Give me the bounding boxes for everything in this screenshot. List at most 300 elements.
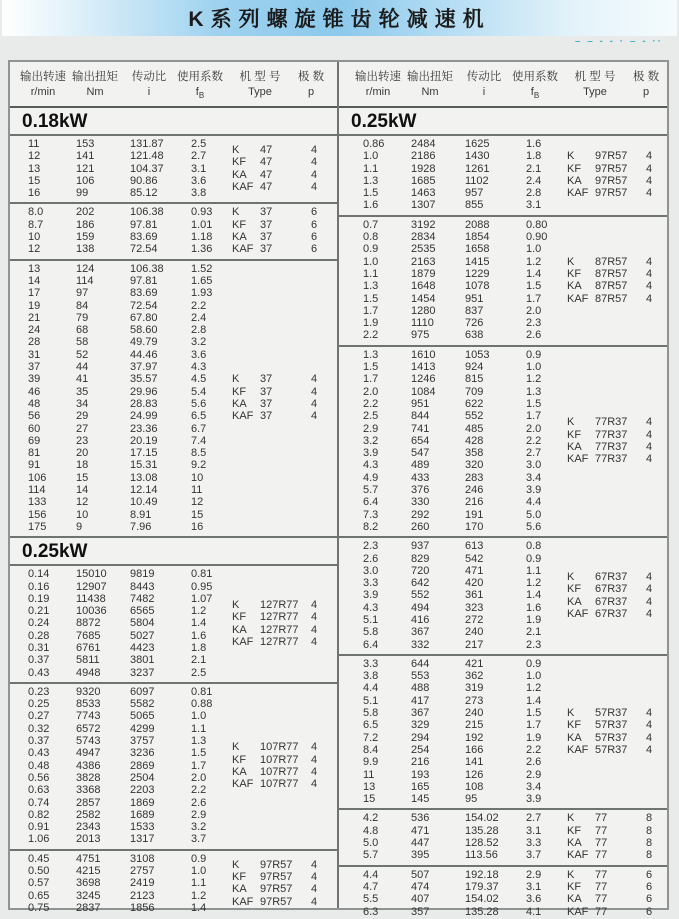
type-model-cell: 47	[260, 144, 273, 157]
type-line	[10, 410, 337, 422]
type-line	[339, 893, 667, 905]
output-speed-cell: 3.3	[363, 577, 379, 590]
poles-cell: 4	[646, 162, 653, 175]
spec-block-unit	[339, 654, 667, 809]
output-speed-cell: 5.0	[363, 837, 379, 850]
output-speed-cell: 133	[28, 496, 47, 509]
output-torque-cell: 937	[411, 540, 430, 553]
output-speed-cell: 1.1	[363, 162, 379, 175]
ratio-cell: 141	[465, 756, 484, 769]
output-speed-cell: 16	[28, 187, 41, 200]
output-torque-cell: 4947	[76, 747, 101, 760]
type-line	[339, 707, 667, 719]
service-factor-cell: 2.2	[191, 784, 207, 797]
ratio-cell: 10.49	[130, 496, 158, 509]
output-speed-cell: 1.9	[363, 317, 379, 330]
poles-cell: 4	[311, 410, 318, 423]
type-line	[10, 398, 337, 410]
output-speed-cell: 1.0	[363, 150, 379, 163]
type-line	[339, 596, 667, 608]
output-speed-cell: 3.3	[363, 657, 379, 670]
ratio-cell: 106.38	[130, 206, 164, 219]
service-factor-cell: 1.3	[191, 735, 207, 748]
ratio-cell: 67.80	[130, 311, 158, 324]
table-row	[10, 509, 337, 521]
ratio-cell: 1658	[465, 243, 490, 256]
ratio-cell: 95	[465, 793, 478, 806]
spec-block	[10, 204, 337, 258]
service-factor-cell: 1.4	[191, 617, 207, 630]
ratio-cell: 215	[465, 719, 484, 732]
output-torque-cell: 395	[411, 849, 430, 862]
poles-cell: 4	[646, 595, 653, 608]
output-torque-cell: 1454	[411, 292, 436, 305]
column-header-cn: 输出转速	[20, 71, 66, 83]
service-factor-cell: 1.4	[191, 901, 207, 914]
table-row	[339, 553, 667, 565]
ratio-cell: 49.79	[130, 336, 158, 349]
poles-cell: 4	[646, 731, 653, 744]
output-torque-cell: 474	[411, 880, 430, 893]
output-torque-cell: 14	[76, 484, 89, 497]
ratio-cell: 613	[465, 540, 484, 553]
ratio-cell: 12.14	[130, 484, 158, 497]
table-row	[10, 821, 337, 833]
type-list	[339, 812, 667, 861]
output-torque-cell: 3192	[411, 218, 436, 231]
output-torque-cell: 3698	[76, 877, 101, 890]
service-factor-cell: 1.4	[526, 694, 542, 707]
ratio-cell: 2869	[130, 759, 155, 772]
output-torque-cell: 193	[411, 768, 430, 781]
output-speed-cell: 0.74	[28, 796, 50, 809]
type-line	[10, 231, 337, 243]
service-factor-cell: 2.6	[526, 756, 542, 769]
table-row	[339, 695, 667, 707]
ratio-cell: 154.02	[465, 812, 499, 825]
table-row	[10, 833, 337, 845]
column-header-en: Nm	[86, 86, 104, 98]
output-speed-cell: 2.3	[363, 540, 379, 553]
column-header-en: p	[307, 86, 315, 98]
service-factor-cell: 5.6	[191, 397, 207, 410]
column-header-cn: 机 型 号	[574, 71, 616, 83]
output-speed-cell: 12	[28, 150, 41, 163]
output-speed-cell: 0.43	[28, 747, 50, 760]
poles-cell: 4	[311, 778, 318, 791]
table-row	[339, 682, 667, 694]
type-model-cell: 47	[260, 156, 273, 169]
table-row	[339, 509, 667, 521]
table-row	[339, 199, 667, 211]
type-prefix-cell: KA	[567, 280, 582, 293]
section-heading-unit	[10, 108, 337, 134]
service-factor-cell: 2.6	[526, 329, 542, 342]
service-factor-cell: 2.7	[526, 447, 542, 460]
type-list	[10, 144, 337, 193]
poles-cell: 4	[311, 144, 318, 157]
spec-block	[339, 136, 667, 215]
output-torque-cell: 2857	[76, 796, 101, 809]
ratio-cell: 35.57	[130, 373, 158, 386]
ratio-cell: 192	[465, 731, 484, 744]
poles-cell: 4	[311, 385, 318, 398]
ratio-cell: 471	[465, 564, 484, 577]
table-row	[10, 447, 337, 459]
type-prefix-cell: KF	[567, 428, 582, 441]
table-row	[10, 581, 337, 593]
table-row	[339, 349, 667, 361]
output-speed-cell: 3.2	[363, 434, 379, 447]
ratio-cell: 420	[465, 577, 484, 590]
service-factor-cell: 2.1	[526, 626, 542, 639]
output-torque-cell: 844	[411, 410, 430, 423]
output-torque-cell: 3368	[76, 784, 101, 797]
output-torque-cell: 8872	[76, 617, 101, 630]
service-factor-cell: 2.2	[526, 434, 542, 447]
service-factor-cell: 1.2	[526, 255, 542, 268]
poles-cell: 4	[646, 743, 653, 756]
output-torque-cell: 84	[76, 299, 89, 312]
output-speed-cell: 0.65	[28, 889, 50, 902]
output-speed-cell: 1.5	[363, 361, 379, 374]
ratio-cell: 58.60	[130, 324, 158, 337]
type-prefix-cell: KAF	[232, 181, 254, 194]
output-speed-cell: 11	[363, 768, 375, 781]
ratio-cell: 272	[465, 613, 484, 626]
output-speed-cell: 0.75	[28, 901, 50, 914]
output-speed-cell: 13	[363, 780, 376, 793]
type-line	[339, 571, 667, 583]
service-factor-cell: 2.5	[191, 666, 207, 679]
table-row	[339, 243, 667, 255]
spec-block	[10, 684, 337, 849]
column-header-en-main: f	[195, 86, 199, 98]
service-factor-cell: 3.4	[526, 780, 542, 793]
service-factor-cell: 3.6	[526, 893, 542, 906]
ratio-cell: 323	[465, 601, 484, 614]
output-torque-cell: 329	[411, 719, 430, 732]
table-row	[10, 568, 337, 580]
service-factor-cell: 2.5	[191, 138, 207, 150]
ratio-cell: 216	[465, 496, 484, 509]
service-factor-cell: 1.2	[526, 373, 542, 386]
service-factor-cell: 0.93	[191, 206, 213, 219]
output-speed-cell: 8.4	[363, 743, 379, 756]
service-factor-cell: 2.9	[526, 868, 542, 881]
output-speed-cell: 4.2	[363, 812, 379, 825]
output-speed-cell: 2.2	[363, 329, 379, 342]
service-factor-cell: 1.4	[526, 589, 542, 602]
type-prefix-cell: KA	[567, 174, 582, 187]
service-factor-cell: 5.6	[526, 520, 542, 533]
output-speed-cell: 4.3	[363, 601, 379, 614]
ratio-cell: 6565	[130, 605, 155, 618]
output-speed-cell: 3.9	[363, 447, 379, 460]
section-heading: 0.25kW	[22, 541, 88, 563]
table-row	[10, 686, 337, 698]
table-row	[10, 349, 337, 361]
ratio-cell: 638	[465, 329, 484, 342]
ratio-cell: 2088	[465, 218, 490, 231]
poles-cell: 4	[646, 707, 653, 720]
output-torque-cell: 2163	[411, 255, 436, 268]
type-prefix-cell: KA	[567, 731, 582, 744]
output-speed-cell: 19	[28, 299, 41, 312]
type-prefix-cell: KF	[232, 611, 247, 624]
type-model-cell: 77	[595, 824, 608, 837]
table-row	[339, 658, 667, 670]
table-row	[10, 710, 337, 722]
service-factor-cell: 1.65	[191, 274, 213, 287]
service-factor-cell: 2.0	[191, 771, 207, 784]
output-torque-cell: 7743	[76, 710, 101, 723]
ratio-cell: 83.69	[130, 231, 158, 244]
output-torque-cell: 9	[76, 520, 83, 533]
type-prefix-cell: KF	[567, 880, 582, 893]
poles-cell: 4	[311, 753, 318, 766]
type-model-cell: 77	[595, 893, 608, 906]
table-row	[339, 386, 667, 398]
service-factor-cell: 2.0	[526, 304, 542, 317]
output-torque-cell: 97	[76, 287, 89, 300]
output-torque-cell: 417	[411, 694, 430, 707]
output-speed-cell: 3.8	[363, 670, 379, 683]
ratio-cell: 13.08	[130, 471, 158, 484]
output-torque-cell: 829	[411, 552, 430, 565]
table-row	[10, 654, 337, 666]
right-table	[339, 62, 667, 918]
output-torque-cell: 9320	[76, 685, 101, 698]
type-model-cell: 77R37	[595, 453, 628, 466]
output-speed-cell: 15	[363, 793, 376, 806]
poles-cell: 4	[311, 871, 318, 884]
output-speed-cell: 106	[28, 471, 47, 484]
poles-cell: 4	[311, 168, 318, 181]
ratio-cell: 1625	[465, 138, 490, 150]
output-torque-cell: 15010	[76, 568, 107, 581]
type-list	[339, 869, 667, 918]
output-torque-cell: 165	[411, 780, 430, 793]
spec-block	[339, 867, 667, 919]
type-line	[10, 156, 337, 168]
output-speed-cell: 0.37	[28, 735, 50, 748]
output-torque-cell: 2834	[411, 231, 436, 244]
poles-cell: 4	[311, 373, 318, 386]
output-torque-cell: 642	[411, 577, 430, 590]
service-factor-cell: 10	[191, 471, 204, 484]
ratio-cell: 2757	[130, 865, 155, 878]
output-torque-cell: 6761	[76, 641, 101, 654]
service-factor-cell: 1.7	[526, 292, 542, 305]
ratio-cell: 15.31	[130, 459, 158, 472]
output-speed-cell: 8.0	[28, 206, 44, 219]
ratio-cell: 1856	[130, 901, 155, 914]
output-speed-cell: 91	[28, 459, 41, 472]
poles-cell: 4	[646, 440, 653, 453]
output-torque-cell: 124	[76, 262, 95, 275]
type-line	[339, 869, 667, 881]
type-prefix-cell: KAF	[232, 778, 254, 791]
output-speed-cell: 1.7	[363, 304, 379, 317]
output-torque-cell: 951	[411, 397, 430, 410]
column-header-cn: 输出扭矩	[72, 71, 118, 83]
type-prefix-cell: KAF	[567, 905, 589, 918]
type-prefix-cell: KF	[232, 871, 247, 884]
type-line	[10, 896, 337, 908]
table-row	[10, 275, 337, 287]
output-speed-cell: 175	[28, 520, 47, 533]
type-model-cell: 87R57	[595, 255, 628, 268]
output-speed-cell: 0.16	[28, 580, 50, 593]
output-speed-cell: 5.1	[363, 613, 379, 626]
spec-block	[339, 217, 667, 345]
output-torque-cell: 357	[411, 905, 430, 918]
ratio-cell: 72.54	[130, 299, 158, 312]
output-speed-cell: 8.2	[363, 520, 379, 533]
type-line	[10, 883, 337, 895]
output-speed-cell: 1.3	[363, 348, 379, 361]
output-torque-cell: 447	[411, 837, 430, 850]
spec-block	[339, 810, 667, 864]
output-torque-cell: 27	[76, 422, 89, 435]
table-row	[10, 336, 337, 348]
output-torque-cell: 121	[76, 162, 95, 175]
ratio-cell: 283	[465, 471, 484, 484]
service-factor-cell: 4.4	[526, 496, 542, 509]
output-speed-cell: 37	[28, 361, 41, 374]
type-prefix-cell: KAF	[232, 895, 254, 908]
ratio-cell: 240	[465, 626, 484, 639]
type-list	[10, 599, 337, 648]
output-torque-cell: 145	[411, 793, 430, 806]
type-line	[339, 256, 667, 268]
type-prefix-cell: K	[232, 206, 240, 219]
output-torque-cell: 6572	[76, 722, 101, 735]
poles-cell: 4	[646, 292, 653, 305]
type-model-cell: 67R37	[595, 595, 628, 608]
output-torque-cell: 18	[76, 459, 89, 472]
type-prefix-cell: KAF	[567, 849, 589, 862]
type-line	[339, 837, 667, 849]
service-factor-cell: 2.7	[191, 150, 207, 163]
table-row	[10, 312, 337, 324]
output-speed-cell: 1.1	[363, 267, 379, 280]
spec-block-unit	[339, 345, 667, 536]
ratio-cell: 113.56	[465, 849, 498, 862]
type-model-cell: 77	[595, 812, 608, 825]
type-prefix-cell: K	[232, 741, 240, 754]
title-bar	[2, 0, 677, 36]
ratio-cell: 131.87	[130, 138, 164, 150]
type-model-cell: 37	[260, 243, 273, 256]
service-factor-cell: 1.1	[526, 564, 542, 577]
service-factor-cell: 1.9	[526, 731, 542, 744]
table-row	[339, 373, 667, 385]
ratio-cell: 7482	[130, 592, 155, 605]
output-speed-cell: 0.32	[28, 722, 50, 735]
output-torque-cell: 216	[411, 756, 430, 769]
type-model-cell: 127R77	[260, 623, 299, 636]
output-speed-cell: 6.5	[363, 719, 379, 732]
poles-cell: 4	[646, 570, 653, 583]
output-speed-cell: 1.7	[363, 373, 379, 386]
output-torque-cell: 1280	[411, 304, 436, 317]
type-line	[10, 624, 337, 636]
ratio-cell: 192.18	[465, 868, 499, 881]
type-list	[10, 373, 337, 422]
output-torque-cell: 330	[411, 496, 430, 509]
output-torque-cell: 741	[411, 422, 430, 435]
output-speed-cell: 5.7	[363, 849, 379, 862]
ratio-cell: 951	[465, 292, 484, 305]
type-prefix-cell: KA	[567, 837, 582, 850]
ratio-cell: 1854	[465, 231, 490, 244]
service-factor-cell: 1.93	[191, 287, 213, 300]
ratio-cell: 83.69	[130, 287, 158, 300]
service-factor-cell: 1.1	[191, 722, 207, 735]
ratio-cell: 362	[465, 670, 484, 683]
output-speed-cell: 10	[28, 231, 41, 244]
table-row	[10, 435, 337, 447]
output-torque-cell: 260	[411, 520, 430, 533]
right-table-body	[339, 108, 667, 919]
output-torque-cell: 79	[76, 311, 89, 324]
ratio-cell: 542	[465, 552, 484, 565]
output-speed-cell: 6.3	[363, 905, 379, 918]
poles-cell: 4	[646, 267, 653, 280]
type-prefix-cell: K	[232, 858, 240, 871]
table-row	[339, 329, 667, 341]
type-prefix-cell: K	[567, 707, 575, 720]
service-factor-cell: 6.5	[191, 410, 207, 423]
output-speed-cell: 12	[28, 243, 41, 256]
type-line	[10, 859, 337, 871]
service-factor-cell: 1.1	[191, 877, 207, 890]
ratio-cell: 1229	[465, 267, 490, 280]
output-speed-cell: 0.25	[28, 698, 50, 711]
output-speed-cell: 17	[28, 287, 41, 300]
spec-block-unit	[10, 849, 337, 917]
output-speed-cell: 7.2	[363, 731, 379, 744]
type-model-cell: 67R37	[595, 570, 628, 583]
ratio-cell: 97.81	[130, 218, 158, 231]
column-header-en: i	[482, 86, 486, 98]
type-prefix-cell: KAF	[232, 243, 254, 256]
service-factor-cell: 3.0	[526, 459, 542, 472]
service-factor-cell: 1.0	[191, 865, 207, 878]
service-factor-cell: 1.3	[526, 385, 542, 398]
type-line	[339, 881, 667, 893]
service-factor-cell: 1.0	[526, 361, 542, 374]
service-factor-cell: 16	[191, 520, 204, 533]
table-row	[339, 496, 667, 508]
output-speed-cell: 5.7	[363, 484, 379, 497]
column-header-cn: 极 数	[632, 71, 660, 83]
poles-cell: 8	[646, 837, 653, 850]
service-factor-cell: 2.4	[191, 311, 207, 324]
poles-cell: 6	[646, 868, 653, 881]
ratio-cell: 319	[465, 682, 484, 695]
ratio-cell: 5582	[130, 698, 155, 711]
table-row	[339, 472, 667, 484]
ratio-cell: 170	[465, 520, 484, 533]
output-torque-cell: 10	[76, 508, 89, 521]
output-torque-cell: 1879	[411, 267, 436, 280]
type-model-cell: 127R77	[260, 611, 299, 624]
ratio-cell: 4299	[130, 722, 155, 735]
type-line	[339, 608, 667, 620]
